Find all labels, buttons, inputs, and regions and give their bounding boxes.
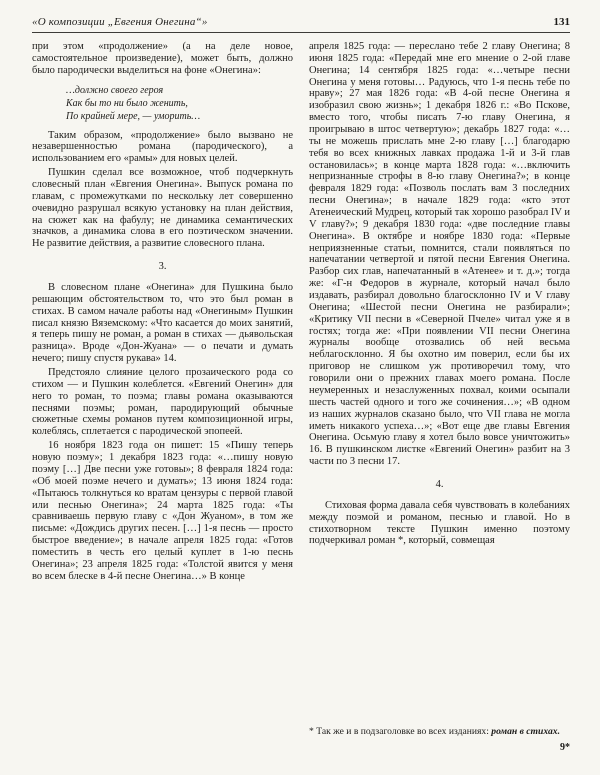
footnote-emphasis: роман в стихах. (491, 726, 561, 738)
running-head (32, 16, 570, 28)
section-heading-4: 4. (435, 478, 444, 490)
right-column (309, 41, 570, 753)
left-column (32, 41, 293, 753)
paragraph: 16 ноября 1823 года он пишет: 15 «Пишу теперь новую поэму»; 1 декабря 1823 года: «…пишу новую поэму […] Две песни уже готовы»; 8 февраля 1824 года: «Об моей поэме нечего и думать»; 13 июня 1824 года: «Пытаюсь толкнуться ко вратам цензуры с первой главой или песнью Онегина»; 24 марта 1825 года: «Ты сравниваешь первую главу с «Дон Жуаном», в том же письме: «Дождись других песен. […] 1-я песнь — просто быстрое введение»; в начале апреля 1825 года: «Готов поместить в честь его целый куплет в 1-ю песнь Онегина»; 23 апреля 1825 года: «Толстой явится у меня во всем блеске в 4-й песне Онегина…» В конце (32, 440, 293, 582)
paragraph: Предстояло слияние целого прозаического рода со стихом — и Пушкин колеблется. «Евгений Онегин» для него то роман, то поэма; главы романа оказываются песнями поэмы; роман, пародирующий обычные сюжетные схемы романов путем композиционной игры, колеблясь, сплетается с пародической эпопеей. (32, 367, 293, 438)
section-heading-3: 3. (158, 261, 167, 273)
paragraph: Стиховая форма давала себя чувствовать в колебаниях между поэмой и романом, песнью и главой. Но в стихотворном тексте Пушкин именно поэтому подчеркивал роман *, который, совмещая (309, 499, 570, 547)
paragraph: Таким образом, «продолжение» было вызвано не незавершенностью романа (пародического), а использованием его «рамы» для новых целей. (32, 129, 293, 165)
running-head-title: «О композиции „Евгения Онегина“» (32, 16, 208, 28)
verse-quote (66, 84, 293, 123)
footnote (309, 721, 570, 738)
header-rule (32, 32, 570, 33)
verse-line: …должно своего героя (66, 84, 164, 96)
paragraph: Пушкин сделал все возможное, чтоб подчеркнуть словесный план «Евгения Онегина». Выпуск романа по главам, с промежутками по нескольку лет совершенно очевидно разрушал всякую установку на план действия, на сюжет как на фабулу; не динамика семантических значков, а динамика слова в его поэтическом значении. Не развитие действия, а развитие словесного плана. (32, 167, 293, 250)
paragraph: В словесном плане «Онегина» для Пушкина было решающим обстоятельством то, что это был роман в стихах. В самом начале работы над «Онегиным» Пушкин писал князю Вяземскому: «Что касается до моих занятий, я теперь пишу не роман, а роман в стихах — дьявольская разница». Вроде «Дон-Жуана» — о печати и думать нечего; пишу спустя рукава» 14. (32, 282, 293, 365)
verse-line: По крайней мере, — уморить… (66, 110, 201, 122)
paragraph-continuation: апреля 1825 года: — переслано тебе 2 главу Онегина; 8 июня 1825 года: «Передай мне его мнение о 2-ой главе Онегина; 14 сентября 1825 года: «…четыре песни Онегина у меня готовы… Радуюсь, что 1-я песнь тебе по нраву»; 27 мая 1826 года: «В 4-ой песне Онегина я изобразил свою жизнь»; 1 декабря 1826 г.: «Во Пскове, вместо того, чтобы писать 7-ю главу Онегина, я проигрываю в штос четвертую»; декабрь 1827 года: «…ты не можешь прислать мне 2-ю главу […] благодарю тебя во всех книжных лавках продажа 1-й и 3-й глав остановилась»; в конце марта 1828 года: «…включить непризнанные строфы в 8-ю главу Онегина?»; в конце февраля 1829 года: «Позволь послать вам 3 последних песни Онегина»; в начале 1829 года: «кто этот Атенеический Мудрец, который так хорошо разобрал IV и V главу?»; 9 декабря 1830 года: «две последние главы Онегина». В октябре и ноябре 1830 года: «Первые неприязненные статьи, помнится, стали появляться по напечатании четвертой и пятой песни Евгения Онегина. Разбор сих глав, напечатанный в «Атенее» и т. д.»; тогда же: «Г-н Федоров в журнале, который начал было издавать, разбирал довольно благосклонно IV и V главу Онегина; «Шестой песни Онегина не разбирали»; «Критику VII песни в «Северной Пчеле» читал уже я в гостях; тогда же: «При появлении VII песни Онегина журналы вообще отозвались об ней весьма неблагосклонно. Я бы охотно им поверил, если бы их приговор не слишком уж противоречил тому, что говорили они о прежних главах моего романа. После неумеренных и незаслуженных похвал, коими осыпали шесть частей одного и того же сочинения…»; «В одном из наших журналов сказано было, что VII глава не могла иметь никакого успеха…»; «Вот еще две главы Евгения Онегина. Осьмую главу я хотел было вовсе уничтожить» 16. В пушкинском листке «Евгений Онегин» разбит на 3 части по 3 песни 17. (309, 41, 570, 468)
verse-line: Как бы то ни было женить, (66, 97, 188, 109)
paragraph-continuation: при этом «продолжение» (а на деле новое, самостоятельное произведение), может быть, должно было пародически выделиться на фоне «Онегина»: (32, 41, 293, 76)
footnote-text: * Так же и в подзаголовке во всех изданиях: (309, 726, 492, 738)
page-number: 131 (553, 16, 570, 28)
signature-mark: 9* (560, 741, 570, 753)
text-columns (32, 41, 570, 753)
